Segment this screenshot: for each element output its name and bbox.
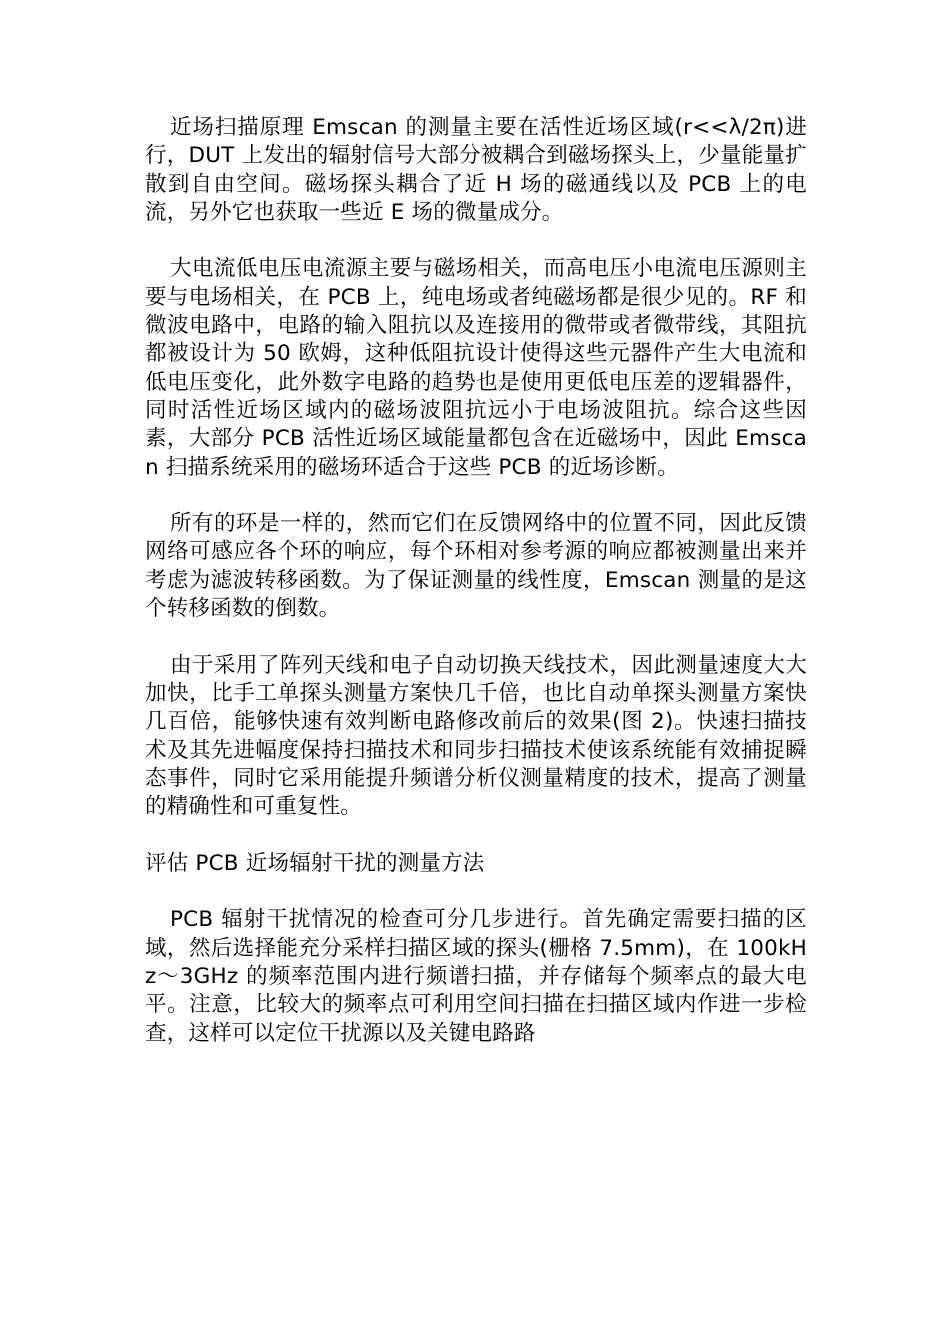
paragraph-magnetic-field-dominance: 大电流低电压电流源主要与磁场相关，而高电压小电流电压源则主要与电场相关，在 PCB 上，纯电场或者纯磁场都是很少见的。RF 和微波电路中，电路的输入阻抗以及连接用的微带或者微带线，其阻抗都被设计为 50 欧姆，这种低阻抗设计使得这些元器件产生大电流和低电压变化，此外数字电路的趋势也是使用更低电压差的逻辑器件，同时活性近场区域内的磁场波阻抗远小于电场波阻抗。综合这些因素，大部分 PCB 活性近场区域能量都包含在近磁场中，因此 Emscan 扫描系统采用的磁场环适合于这些 PCB 的近场诊断。 — [145, 256, 807, 480]
paragraph-measurement-steps: PCB 辐射干扰情况的检查可分几步进行。首先确定需要扫描的区域，然后选择能充分采样扫描区域的探头(栅格 7.5mm)，在 100kHz～3GHz 的频率范围内进行频谱扫描，并存储每个频率点的最大电平。注意，比较大的频率点可利用空间扫描在扫描区域内作进一步检查，这样可以定位干扰源以及关键电路路 — [145, 907, 807, 1046]
section-heading: 评估 PCB 近场辐射干扰的测量方法 — [145, 850, 485, 876]
document-body — [145, 114, 807, 1076]
paragraph-loop-feedback-network: 所有的环是一样的，然而它们在反馈网络中的位置不同，因此反馈网络可感应各个环的响应，每个环相对参考源的响应都被测量出来并考虑为滤波转移函数。为了保证测量的线性度，Emscan 测量的是这个转移函数的倒数。 — [145, 511, 807, 622]
paragraph-near-field-principle: 近场扫描原理 Emscan 的测量主要在活性近场区域(r<<λ/2π)进行，DUT 上发出的辐射信号大部分被耦合到磁场探头上，少量能量扩散到自由空间。磁场探头耦合了近 H 场的磁通线以及 PCB 上的电流，另外它也获取一些近 E 场的微量成分。 — [145, 115, 807, 225]
paragraph-array-antenna-speed: 由于采用了阵列天线和电子自动切换天线技术，因此测量速度大大加快，比手工单探头测量方案快几千倍，也比自动单探头测量方案快几百倍，能够快速有效判断电路修改前后的效果(图 2)。快速扫描技术及其先进幅度保持扫描技术和同步扫描技术使该系统能有效捕捉瞬态事件，同时它采用能提升频谱分析仪测量精度的技术，提高了测量的精确性和可重复性。 — [145, 652, 807, 820]
